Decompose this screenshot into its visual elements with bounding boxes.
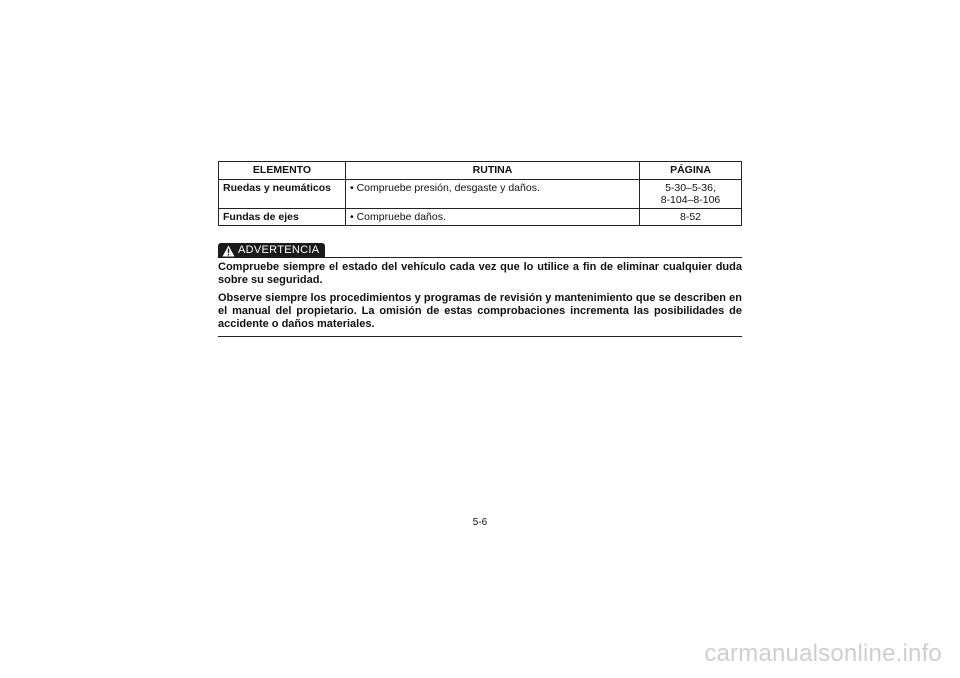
row-element: Fundas de ejes bbox=[219, 209, 346, 226]
warning-bottom-rule bbox=[218, 336, 742, 337]
warning-header bbox=[218, 242, 742, 258]
header-routine: RUTINA bbox=[346, 162, 640, 180]
header-element: ELEMENTO bbox=[219, 162, 346, 180]
maintenance-table bbox=[218, 161, 742, 226]
page-number: 5-6 bbox=[472, 517, 488, 528]
warning-label: ADVERTENCIA bbox=[238, 244, 320, 256]
row-routine: • Compruebe presión, desgaste y daños. bbox=[346, 180, 640, 209]
warning-text bbox=[218, 261, 742, 331]
row-page-line: 8-104–8-106 bbox=[660, 194, 721, 206]
warning-paragraph: Compruebe siempre el estado del vehículo cada vez que lo utilice a fin de eliminar cualquier duda sobre su seguridad. bbox=[218, 261, 742, 286]
table-row bbox=[219, 209, 742, 226]
header-page: PÁGINA bbox=[640, 162, 742, 180]
row-element: Ruedas y neumáticos bbox=[219, 180, 346, 209]
table-row bbox=[219, 180, 742, 209]
warning-rule bbox=[325, 257, 742, 258]
row-page-line: 5-30–5-36, bbox=[665, 182, 716, 194]
row-page bbox=[640, 180, 742, 209]
warning-badge bbox=[218, 243, 325, 258]
warning-paragraph: Observe siempre los procedimientos y programas de revisión y mantenimiento que se describen en el manual del propietario. La omisión de estas comprobaciones incrementa las posibilidades de accidente o daños materiales. bbox=[218, 292, 742, 330]
row-page-line: 8-52 bbox=[679, 211, 701, 223]
warning-block bbox=[218, 242, 742, 337]
row-routine: • Compruebe daños. bbox=[346, 209, 640, 226]
warning-triangle-icon bbox=[222, 245, 235, 257]
watermark: carmanualsonline.info bbox=[704, 640, 942, 667]
row-page bbox=[640, 209, 742, 226]
table-header-row bbox=[219, 162, 742, 180]
